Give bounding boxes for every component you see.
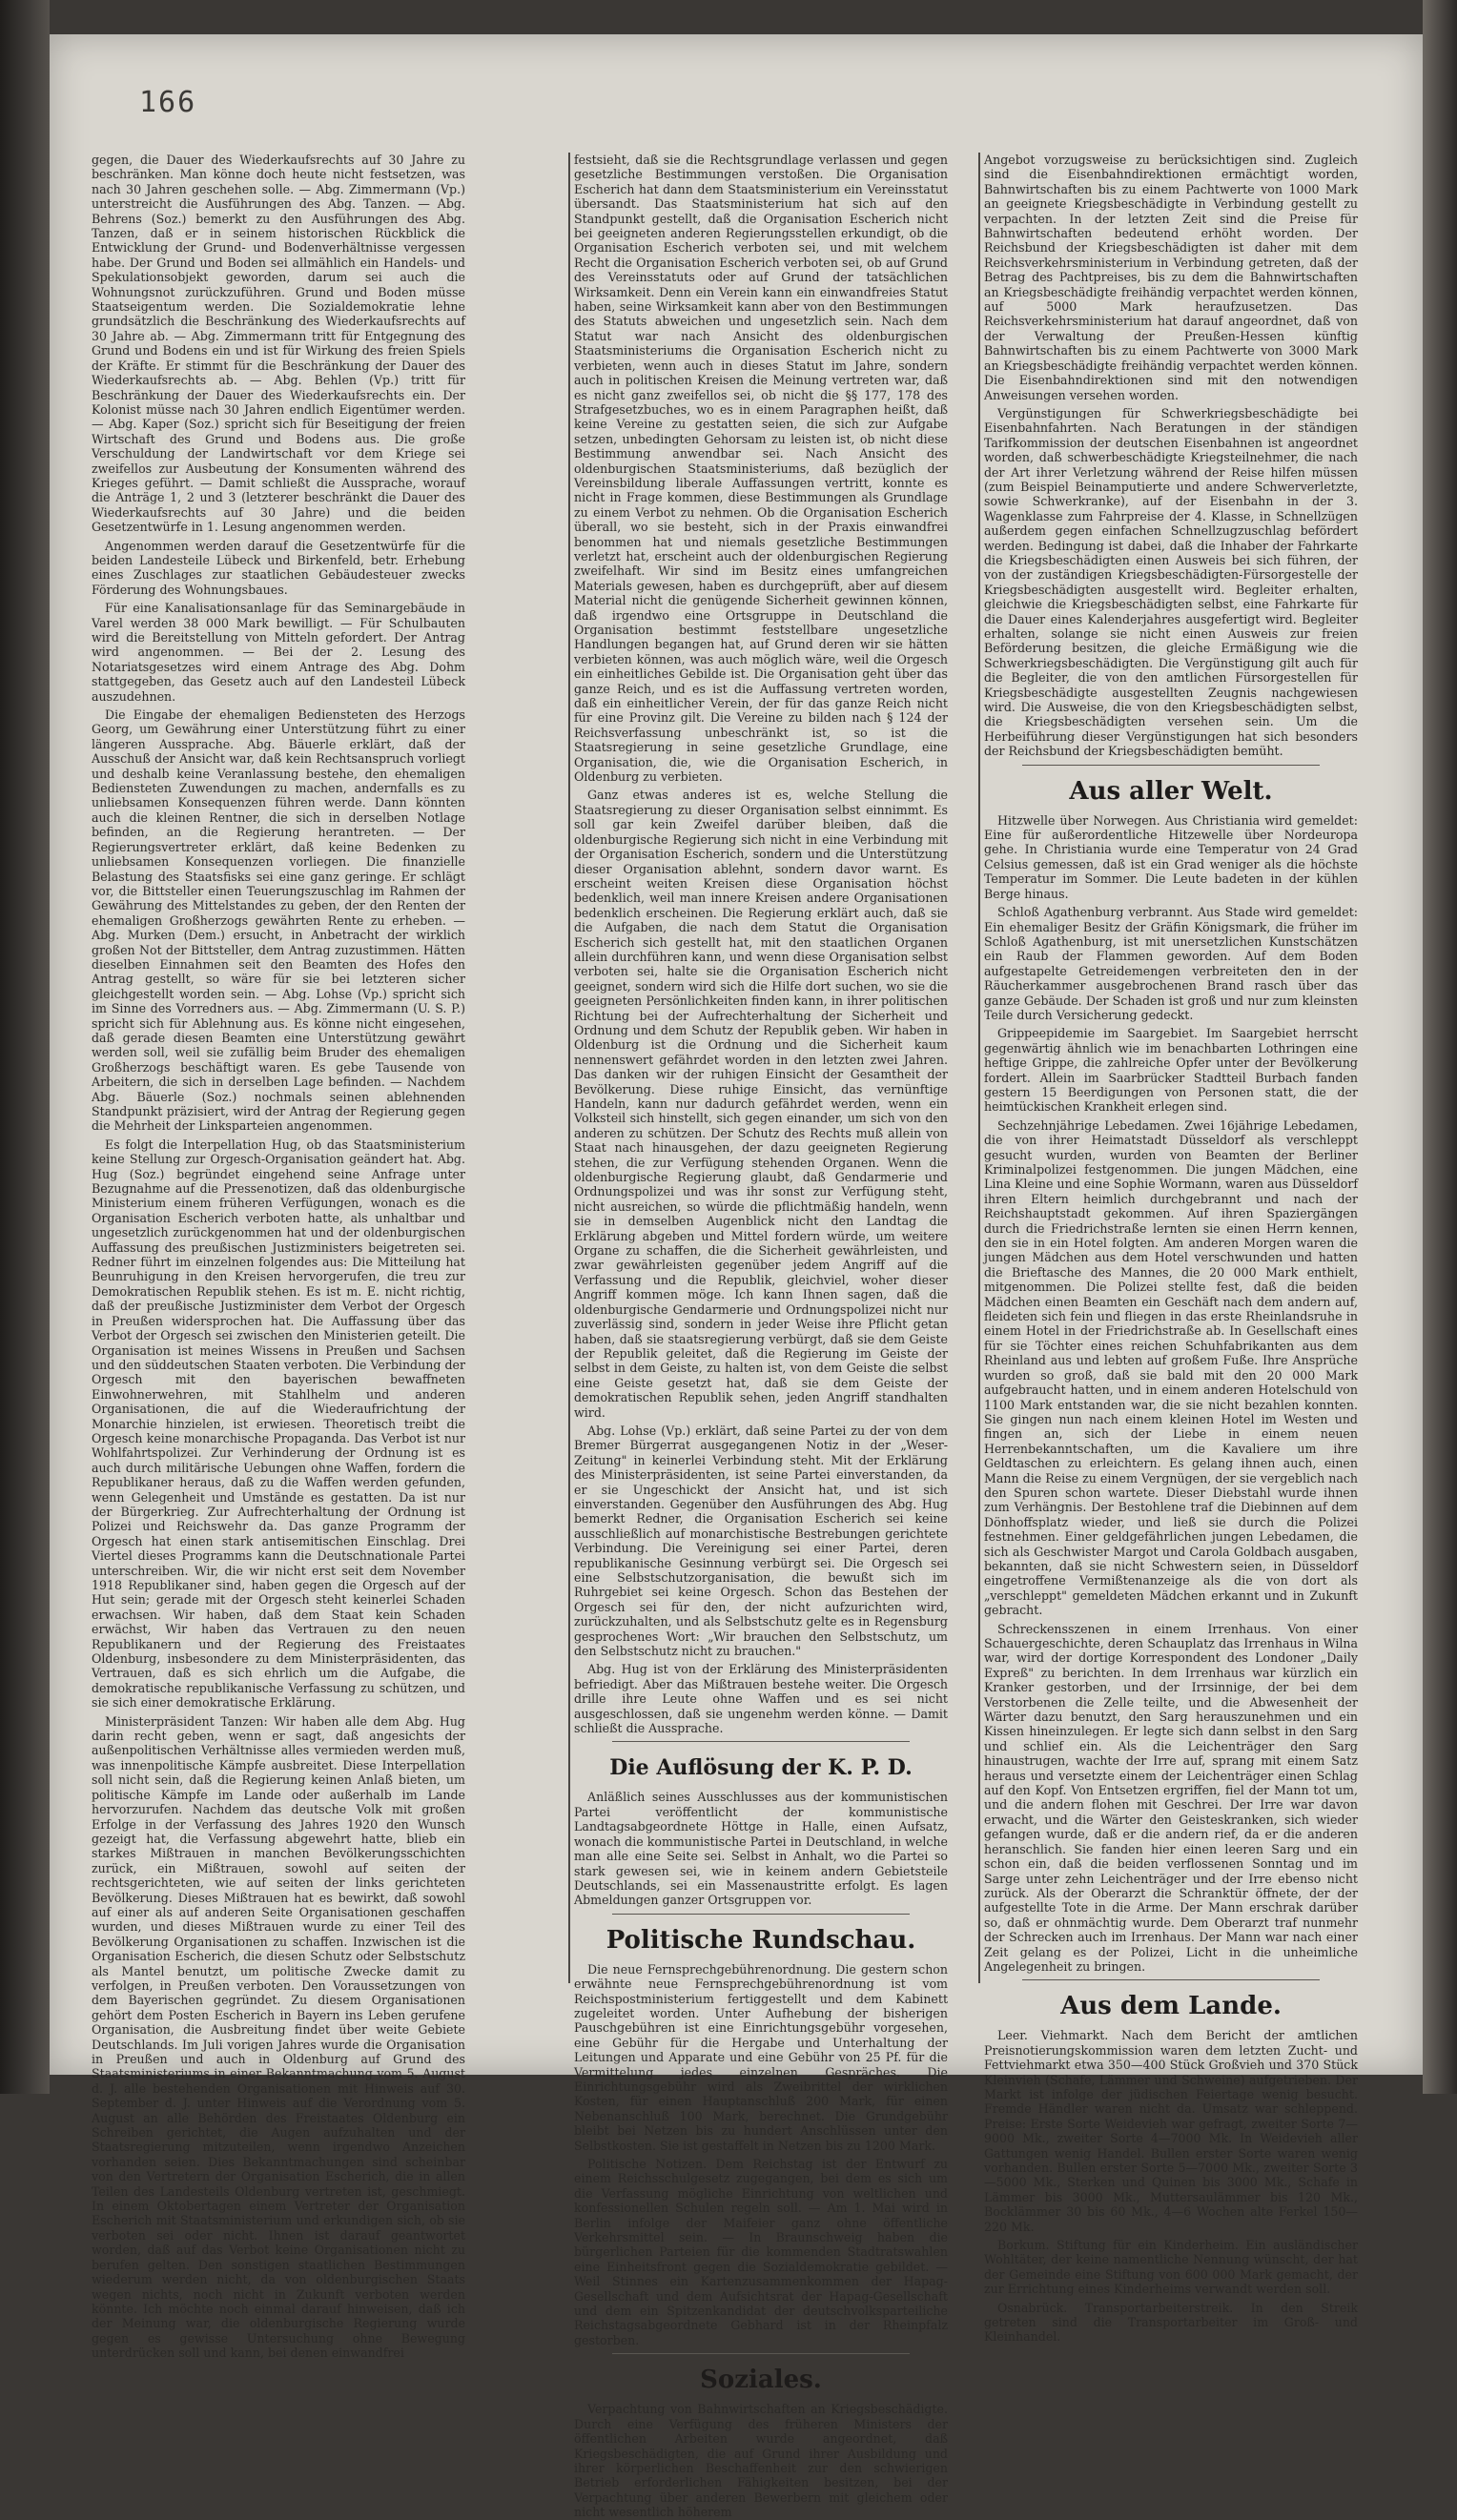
- heading-aus-dem-lande: Aus dem Lande.: [1060, 1992, 1282, 2021]
- column-left: [92, 153, 465, 2361]
- article-paragraph: Leer. Viehmarkt. Nach dem Bericht der amtlichen Preisnotierungskommission waren dem letzten Zucht- und Fettviehmarkt etwa 350—400 Stück Großvieh und 370 Stück Kleinvieh (Schafe, Lämmer und Schweine) aufgetrieben. Der Markt ist infolge der jüdischen Feiertage wenig besucht. Fremde Händler waren nicht da. Umsatz war schleppend. Preise: Erste Sorte Weidevieh war gefragt, zweiter Sorte 7—9000 Mk., zweiter Sorte 4—7000 Mk. In Weidevieh aller Gattungen wenig Handel. Bullen erster Sorte waren wenig vorhanden. Bullen erster Sorte 5—7000 Mk., zweiter Sorte 3—5000 Mk., Sterken und Quinen bis 3000 Mk., Schafe in Lämmer bis 3000 Mk., Muttersaulämmer bis 120 Mk., Bocklämmer 30 bis 60 Mk., 4—6 Wochen alte Ferkel 150—220 Mk.: [984, 2028, 1358, 2234]
- section-divider: [612, 1914, 910, 1915]
- article-paragraph: gegen, die Dauer des Wiederkaufsrechts auf 30 Jahre zu beschränken. Man könne doch heute nicht festsetzen, was nach 30 Jahren geschehen solle. — Abg. Zimmermann (Vp.) unterstreicht die Ausführungen des Abg. Tanzen. — Abg. Behrens (Soz.) bemerkt zu den Ausführungen des Abg. Tanzen, daß er in seinem historischen Rückblick die Entwicklung der Grund- und Bodenverhältnisse vergessen habe. Der Grund und Boden sei allmählich ein Handels- und Spekulationsobjekt geworden, darum sei auch die Wohnungsnot zurückzuführen. Grund und Boden müsse Staatseigentum werden. Die Sozialdemokratie lehne grundsätzlich die Beschränkung des Wiederkaufsrechts auf 30 Jahre ab. — Abg. Zimmermann tritt für Entgegnung des Grund und Bodens ein und ist für Wirkung des freien Spiels der Kräfte. Er stimmt für die Beschränkung der Dauer des Wiederkaufsrechts ab. — Abg. Behlen (Vp.) tritt für Beschränkung der Dauer des Wiederkaufsrechts ein. Der Kolonist müsse nach 30 Jahren endlich Eigentümer werden. — Abg. Kaper (Soz.) spricht sich für Beseitigung der freien Wirtschaft des Grund und Bodens aus. Die große Verschuldung der Landwirtschaft vor dem Kriege sei zweifellos zur Ausbeutung der Konsumenten während des Krieges geführt. — Damit schließt die Aussprache, worauf die Anträge 1, 2 und 3 (letzterer beschränkt die Dauer des Wiederkaufsrechts auf 30 Jahre) und die beiden Gesetzentwürfe in 1. Lesung angenommen werden.: [92, 153, 465, 535]
- article-paragraph: Borkum. Stiftung für ein Kinderheim. Ein ausländischer Wohltäter, der keine namentliche Nennung wünscht, der hat der Gemeinde eine Stiftung von 600 000 Mark gemacht, der zur Errichtung eines Kinderheims verwandt werden soll.: [984, 2238, 1358, 2297]
- article-paragraph: Angenommen werden darauf die Gesetzentwürfe für die beiden Landesteile Lübeck und Birkenfeld, betr. Erhebung eines Zuschlages zur staatlichen Gebäudesteuer zwecks Förderung des Wohnungsbaues.: [92, 538, 465, 597]
- article-paragraph: Für eine Kanalisationsanlage für das Seminargebäude in Varel werden 38 000 Mark bewilligt. — Für Schulbauten wird die Bereitstellung von Mitteln gefordert. Der Antrag wird angenommen. — Bei der 2. Lesung des Notariatsgesetzes wird einem Antrage des Abg. Dohm stattgegeben, das Gesetz auch auf den Landesteil Lübeck auszudehnen.: [92, 601, 465, 704]
- column-rule-right: [978, 153, 980, 1983]
- section-divider: [612, 2353, 910, 2354]
- article-paragraph: Osnabrück. Transportarbeiterstreik. In den Streik getreten sind die Transportarbeiter im Groß- und Kleinhandel.: [984, 2300, 1358, 2345]
- page-edge: [1423, 0, 1457, 2094]
- column-right: [984, 153, 1358, 2345]
- section-divider: [612, 1741, 910, 1742]
- page-number: 166: [139, 86, 197, 119]
- book-binding: [0, 0, 50, 2094]
- article-paragraph: Schloß Agathenburg verbrannt. Aus Stade wird gemeldet: Ein ehemaliger Besitz der Gräfin Königsmark, die früher im Schloß Agathenburg, ist mit unersetzlichen Kunstschätzen ein Raub der Flammen geworden. Auf dem Boden aufgestapelte Getreidemengen verbreiteten den in der Räucherkammer ausgebrochenen Brand rasch über das ganze Gebäude. Der Schaden ist groß und nur zum kleinsten Teile durch Versicherung gedeckt.: [984, 905, 1358, 1022]
- article-paragraph: Politische Notizen. Dem Reichstag ist der Entwurf zu einem Reichsschulgesetz zugegangen, bei dem es sich um die Verfassung mögliche Einrichtung von weltlichen und konfessionellen Schulen regeln soll. — Am 1. Mai wird in Berlin infolge der Maifeier ganz ohne öffentliche Verkehrsmittel sein. — In Braunschweig haben die bürgerlichen Parteien für die kommenden Stadtratswahlen eine Einheitsfront gegen die Sozialdemokratie gebildet. — Weil Stinnes ein Kartenzusammenkommen der Hapag-Gesellschaft und dem Aufsichtsrat der Hapag-Gesellschaft und dem ein Spitzenkandidat der deutschvolksparteiliche Reichstagsabgeordnete Gebhard ist in der Rheinpfalz gestorben.: [574, 2157, 948, 2347]
- article-paragraph: Die neue Fernsprechgebührenordnung. Die gestern schon erwähnte neue Fernsprechgebührenordnung ist vom Reichspostministerium fertiggestellt und dem Kabinett zugeleitet worden. Unter Aufhebung der bisherigen Pauschgebühren ist eine Einrichtungsgebühr vorgesehen, eine Gebühr für die Hergabe und Unterhaltung der Leitungen und Apparate und eine Gebühr von 25 Pf. für die Vermittelung jedes einzelnen Gespräches. Die Einrichtungsgebühr wird als Zweibrittel der wirklichen Kosten, für einen Hauptanschluß 200 Mark, für einen Nebenanschluß 100 Mark, berechnet. Die Grundgebühr bleibt bei Netzen bis zu hundert Anschlüssen unter den Selbstkosten. Sie ist gestaffelt in Netzen bis zu 1200 Mark.: [574, 1961, 948, 2153]
- article-paragraph: festsieht, daß sie die Rechtsgrundlage verlassen und gegen gesetzliche Bestimmungen verstoßen. Die Organisation Escherich hat dann dem Staatsministerium ein Vereinsstatut übersandt. Das Staatsministerium hat sich auf den Standpunkt gestellt, daß die Organisation Escherich nicht bei geeigneten anderen Regierungsstellen erkundigt, ob die Organisation Escherich verboten sei, und mit welchem Recht die Organisation Escherich verboten sei, ob auf Grund des Vereinsstatuts oder auf Grund der tatsächlichen Wirksamkeit. Denn ein Verein kann ein einwandfreies Statut haben, seine Wirksamkeit kann aber von den Bestimmungen des Statuts abweichen und ungesetzlich sein. Nach dem Statut war nach Ansicht des oldenburgischen Staatsministeriums die Organisation Escherich nicht zu verbieten, wenn auch in dieses Statut im Jahre, sondern auch in politischen Kreisen die Meinung vertreten war, daß es nicht ganz zweifellos sei, ob nicht die §§ 177, 178 des Strafgesetzbuches, wo es in einem Paragraphen heißt, daß keine Vereine zu gestatten seien, die sich zur Aufgabe setzen, unbedingten Gehorsam zu leisten ist, ob nicht diese Bestimmung anwendbar sei. Nach Ansicht des oldenburgischen Staatsministeriums, daß bezüglich der Vereinsbildung liberale Auffassungen vertritt, konnte es nicht in Frage kommen, diese Bestimmungen als Grundlage zu einem Verbot zu nehmen. Ob die Organisation Escherich überall, wo sie besteht, sich in der Praxis einwandfrei benommen hat und niemals gesetzliche Bestimmungen verletzt hat, erscheint auch der oldenburgischen Regierung zweifelhaft. Wir sind im Besitz eines umfangreichen Materials gewesen, haben es durchgeprüft, aber auf diesem Material nicht die genügende Sicherheit gewinnen können, daß irgendwo eine Ortsgruppe in Deutschland die Organisation bestimmt feststellbare ungesetzliche Handlungen begangen hat, auf Grund deren wir sie hätten verbieten können, was auch möglich wäre, weil die Orgesch ein einheitliches Gebilde ist. Die Organisation geht über das ganze Reich, und es ist die Auffassung vertreten worden, daß ein einheitlicher Verein, der für das ganze Reich nicht für eine Provinz gilt. Die Vereine zu bilden nach § 124 der Reichsverfassung unbeschränkt ist, so ist die Staatsregierung in seine gesetzliche Grundlage, eine Organisation, die, wie die Organisation Escherich, in Oldenburg zu verbieten.: [574, 153, 948, 785]
- section-divider: [1022, 765, 1320, 766]
- article-paragraph: Ministerpräsident Tanzen: Wir haben alle dem Abg. Hug darin recht geben, wenn er sagt, daß angesichts der außenpolitischen Verhältnisse alles vermieden werden muß, was innenpolitische Kämpfe ausbreitet. Diese Interpellation soll nicht sein, daß die Regierung keinen Anlaß bieten, um politische Kämpfe im Lande oder außerhalb im Lande hervorzurufen. Nachdem das deutsche Volk mit großen Erfolge in der Verfassung des Jahres 1920 den Wunsch gezeigt hat, die Verfassung abgewehrt hatte, blieb ein starkes Mißtrauen in manchen Bevölkerungsschichten zurück, ein Mißtrauen, sowohl auf seiten der rechtsgerichteten, wie auf seiten der links gerichteten Bevölkerung. Dieses Mißtrauen hat es bewirkt, daß sowohl auf einer als auf anderen Seite Organisationen geschaffen wurden, und dieses Mißtrauen wurde zu einer Teil des Bevölkerung Organisationen zu schaffen. Inzwischen ist die Organisation Escherich, die diesen Schutz oder Selbstschutz als Mantel benutzt, um politische Zwecke damit zu verfolgen, in Preußen verboten. Den Voraussetzungen von dem Bayerischen gegründet. Zu diesem Organisationen gehört dem Posten Escherich in Bayern ins Leben gerufene Organisation, die Ausbreitung findet über weite Gebiete Deutschlands. Im Juli vorigen Jahres wurde die Organisation in Preußen und auch in Oldenburg auf Grund des Staatsministeriums in einer Bekanntmachung vom 5. August d. J. alle bestehenden Organisationen mit Hinweis auf 30. September d. J. unter Hinweis auf die Verordnung vom 5. August an alle Behörden des Freistaates Oldenburg ein Schreiben gerichtet, die Augen aufzuhalten und der Staatsregierung mitzuteilen, wenn irgendwo Anzeichen vorhanden seien. Dies Bekanntmachungen sind scheinbar von den Vertretern der Organisation Escherich, die in allen Teilen des Landesteils Oldenburg vertreten ist, geschmiegt. In einem Oktobertagen einem Vertreter der Organisation Escherich mit Staatsministerium und erkundigen sich, ob sie verboten sei oder nicht. Ihnen ist darauf geantwortet worden, daß auf das Verbot keine Organisationen nicht zu berufen gelten. Den sonstigen staatlichen Bestimmungen wiederum werden nicht, da von oldenburgischen Staats wegen nichts, noch nicht in Zukunft verboten werden könnte. Ich möchte noch einmal darauf hinweisen, daß ich der Meinung war, die oldenburgische Regierung wurde gegen es gewisse Untersuchung ohne Bewegung unterdrücken soll und kann, bei denen einwandfrei: [92, 1713, 465, 2361]
- heading-soziales: Soziales.: [700, 2366, 822, 2395]
- heading-kpd: Die Auflösung der K. P. D.: [609, 1755, 913, 1781]
- column-rule-left: [568, 153, 570, 1983]
- article-paragraph: Ganz etwas anderes ist es, welche Stellung die Staatsregierung zu dieser Organisation selbst einnimmt. Es soll gar kein Zweifel darüber bleiben, daß die oldenburgische Regierung sich nicht in eine Verbindung mit der Organisation Escherich, sondern und die Unterstützung dieser Organisation ablehnt, sondern davor warnt. Es erscheint weiten Kreisen diese Organisation höchst bedenklich, weil man innere Kreisen andere Organisationen bedenklich erscheinen. Die Regierung erklärt auch, daß sie die Aufgaben, die nach dem Statut die Organisation Escherich sich gestellt hat, mit den staatlichen Organen allein durchführen kann, und wenn diese Organisation selbst verboten sei, halte sie die Organisation Escherich nicht geeignet, sondern wird sich die Hilfe dort suchen, wo sie die geeigneten Persönlichkeiten finden kann, in ihrer politischen Richtung bei der Aufrechterhaltung der Sicherheit und Ordnung und dem Schutz der Republik geben. Wir haben in Oldenburg ist die Ordnung und die Sicherheit kaum nennenswert gefährdet worden in den letzten zwei Jahren. Das danken wir der ruhigen Einsicht der Gesamtheit der Bevölkerung. Diese ruhige Einsicht, das vernünftige Handeln, kann nur dadurch gefährdet werden, wenn ein Volksteil sich hinstellt, sich gegen einander, um sich von den anderen zu schützen. Der Schutz des Rechts muß allein von Staat nach hinausgehen, der dazu geeigneten Regierung stehen, die zur Verfügung stehenden Organen. Wenn die oldenburgische Regierung glaubt, daß Gendarmerie und Ordnungspolizei und was ihr sonst zur Verfügung steht, nicht ausreichen, so würde die pflichtmäßig handeln, wenn sie in demselben Augenblick nicht den Landtag die Erklärung abgeben und Mittel fordern würde, um weitere Organe zu schaffen, die die Sicherheit gewährleisten, und zwar gewährleisten gegenüber jedem Angriff auf die Verfassung und die Republik, gleichviel, woher dieser Angriff kommen möge. Ich kann Ihnen sagen, daß die oldenburgische Gendarmerie und Ordnungspolizei nicht nur zuverlässig sind, sondern in jeder Weise ihre Pflicht getan haben, daß sie staatsregierung verbürgt, daß sie dem Geiste der Republik geleitet, daß die Regierung im Geiste der selbst in dem Geiste, zu halten ist, von dem Geiste die selbst eine Geiste gesetzt hat, daß sie dem Geiste der demokratischen Republik sehen, jeden Angriff standhalten wird.: [574, 788, 948, 1420]
- article-paragraph: Hitzwelle über Norwegen. Aus Christiania wird gemeldet: Eine für außerordentliche Hitzewelle über Nordeuropa gehe. In Christiania wurde eine Temperatur von 24 Grad Celsius gemessen, daß ist ein Grad weniger als die höchste Temperatur im Sommer. Die Leute badeten in der kühlen Berge hinaus.: [984, 812, 1358, 901]
- article-paragraph: Anläßlich seines Ausschlusses aus der kommunistischen Partei veröffentlicht der kommunistische Landtagsabgeordnete Höttge in Halle, einen Aufsatz, wonach die kommunistische Partei in Deutschland, in welche man alle eine Seite sei. Selbst in Anhalt, wo die Partei so stark gewesen sei, wie in keinem andern Gebietsteile Deutschlands, sei ein Massenaustritte erfolgt. Es lagen Abmeldungen ganzer Ortsgruppen vor.: [574, 1790, 948, 1908]
- article-paragraph: Vergünstigungen für Schwerkriegsbeschädigte bei Eisenbahnfahrten. Nach Beratungen in der ständigen Tarifkommission der deutschen Eisenbahnen ist angeordnet worden, daß schwerbeschädigte Kriegsteilnehmer, die nach der Art ihrer Verletzung während der Reise hilfen müssen (zum Beispiel Beinamputierte und andere Schwerverletzte, sowie Schwerkranke), auf der Eisenbahn in der 3. Wagenklasse zum Fahrpreise der 4. Klasse, in Schnellzügen außerdem gegen einfachen Schnellzugzuschlag befördert werden. Bedingung ist dabei, daß die Inhaber der Fahrkarte die Kriegsbeschädigten einen Ausweis bei sich führen, der von der zuständigen Kriegsbeschädigten-Fürsorgestelle der Kriegsbeschädigten ausgestellt wird. Begleiter erhalten, gleichwie die Kriegsbeschädigten selbst, eine Fahrkarte für die Dauer eines Kalenderjahres ausgefertigt wird. Begleiter erhalten, solange sie nicht einen Ausweis zur freien Beförderung besitzen, die gleiche Ermäßigung wie die Schwerkriegsbeschädigten. Die Vergünstigung gilt auch für die Begleiter, die von den amtlichen Fürsorgestellen für Kriegsbeschädigte ausgestellten Zeugnis nachgewiesen wird. Die Ausweise, die von den Kriegsbeschädigten selbst, die Kriegsbeschädigten versehen sein. Um die Herbeiführung dieser Vergünstigungen hat sich besonders der Reichsbund der Kriegsbeschädigten bemüht.: [984, 405, 1358, 759]
- article-paragraph: Die Eingabe der ehemaligen Bediensteten des Herzogs Georg, um Gewährung einer Unterstützung führt zu einer längeren Aussprache. Abg. Bäuerle erklärt, daß der Ausschuß der Ansicht war, daß kein Rechtsanspruch vorliegt und deshalb keine Veranlassung bestehe, den ehemaligen Bediensteten Zuwendungen zu machen, andernfalls es zu unliebsamen Konsequenzen führen werde. Dann könnten auch die kleinen Rentner, die sich in derselben Notlage befinden, an die Regierung herantreten. — Der Regierungsvertreter erklärt, daß keine Bedenken zu unliebsamen Konsequenzen vorliegen. Die finanzielle Belastung des Staatsfisks sei eine ganz geringe. Er schlägt vor, die Bittsteller einen Teuerungszuschlag im Rahmen der Gewährung des Mittelstandes zu geben, der den Renten der ehemaligen Großherzogs gewährten Rente zu erheben. — Abg. Murken (Dem.) ersucht, in Anbetracht der wirklich großen Not der Bittsteller, dem Antrag zuzustimmen. Hätten dieselben Einnahmen seit den Beamten des Hofes den Antrag gestellt, so wäre für sie bei letzteren sicher gleichgestellt worden sein. — Abg. Lohse (Vp.) spricht sich im Sinne des Vorredners aus. — Abg. Zimmermann (U. S. P.) spricht sich für Ablehnung aus. Es könne nicht eingesehen, daß gerade diesen Beamten eine Unterstützung gewährt werden soll, weil sie zufällig beim Bruder des ehemaligen Großherzogs beschäftigt waren. Es gebe Tausende von Arbeitern, die sich in derselben Lage befinden. — Nachdem Abg. Bäuerle (Soz.) nochmals seinen ablehnenden Standpunkt präzisiert, wird der Antrag der Regierung gegen die Mehrheit der Linksparteien angenommen.: [92, 707, 465, 1134]
- article-paragraph: Verpachtung von Bahnwirtschaften an Kriegsbeschädigte. Durch eine Verfügung des früheren Ministers der öffentlichen Arbeiten wurde angeordnet, daß Kriegsbeschädigten, die auf Grund ihrer Ausbildung und ihrer körperlichen Beschaffenheit zur den schwierigen Betrieb erforderlichen Fähigkeiten besitzen, bei der Verpachtung über anderen Bewerbern mit gleichem oder nicht wesentlich höherem: [574, 2402, 948, 2520]
- heading-aus-aller-welt: Aus aller Welt.: [1069, 776, 1273, 806]
- section-divider: [1022, 1979, 1320, 1980]
- article-paragraph: Abg. Hug ist von der Erklärung des Ministerpräsidenten befriedigt. Aber das Mißtrauen bestehe weiter. Die Orgesch drille ihre Leute ohne Waffen und es sei nicht ausgeschlossen, daß sie ungenehm werden könne. — Damit schließt die Aussprache.: [574, 1662, 948, 1736]
- article-paragraph: Es folgt die Interpellation Hug, ob das Staatsministerium keine Stellung zur Orgesch-Organisation geändert hat. Abg. Hug (Soz.) begründet eingehend seine Anfrage unter Bezugnahme auf die Pressenotizen, daß das oldenburgische Ministerium einem früheren Verfügungen, wonach es die Organisation Escherich verboten hatte, als unhaltbar und ungesetzlich zurückgenommen hat und der oldenburgischen Auffassung des preußischen Justizministers beigetreten sei. Redner führt im einzelnen folgendes aus: Die Mitteilung hat Beunruhigung in den Kreisen hervorgerufen, die treu zur Demokratischen Republik stehen. Es ist m. E. nicht richtig, daß der preußische Justizminister dem Verbot der Orgesch in Preußen widersprochen hat. Die Auffassung über das Verbot der Orgesch sei zwischen den Ministerien geteilt. Die Organisation ist meines Wissens in Preußen und Sachsen und den süddeutschen Staaten verboten. Die Verbindung der Orgesch mit den bayerischen bewaffneten Einwohnerwehren, mit Stahlhelm und anderen Organisationen, die auf die Wiederaufrichtung der Monarchie hinzielen, ist erwiesen. Theoretisch treibt die Orgesch keine monarchische Propaganda. Das Verbot ist nur Wohlfahrtspolizei. Zur Verhinderung der Ordnung ist es auch durch militärische Uebungen ohne Waffen, fordern die Republikaner heraus, daß zu die Waffen werden gefunden, wenn Gelegenheit und Umstände es gestatten. Da ist nur der Bürgerkrieg. Zur Aufrechterhaltung der Ordnung ist Polizei und Reichswehr da. Das ganze Programm der Orgesch hat einen stark antisemitischen Einschlag. Drei Viertel dieses Programms kann die Deutschnationale Partei unterschreiben. Wir, die wir nicht erst seit dem November 1918 Republikaner sind, haben gegen die Orgesch auf der Hut sein; gerade mit der Orgesch steht keinerlei Schaden erwachsen. Wir haben, daß dem Staat kein Schaden erwächst, Wir haben das Vertrauen zu den neuen Republikanern und der Regierung des Freistaates Oldenburg, insbesondere zu dem Ministerpräsidenten, das Vertrauen, daß es sich ehrlich um die Aufgabe, die demokratische republikanische Verfassung zu schützen, und sie sich einer demokratische Erklärung.: [92, 1137, 465, 1711]
- column-middle: [574, 153, 948, 2520]
- article-paragraph: Grippeepidemie im Saargebiet. Im Saargebiet herrscht gegenwärtig ähnlich wie im benachbarten Lothringen eine heftige Grippe, die zahlreiche Opfer unter der Bevölkerung fordert. Allein im Saarbrücker Stadtteil Burbach fanden gestern 15 Beerdigungen von Personen statt, die der heimtückischen Krankheit erlegen sind.: [984, 1026, 1358, 1115]
- article-paragraph: Angebot vorzugsweise zu berücksichtigen sind. Zugleich sind die Eisenbahndirektionen ermächtigt worden, Bahnwirtschaften bis zu einem Pachtwerte von 1000 Mark an geeignete Kriegsbeschädigte in Verbindung gestellt zu verpachten. In der letzten Zeit sind die Preise für Bahnwirtschaften bedeutend erhöht worden. Der Reichsbund der Kriegsbeschädigten ist daher mit dem Reichsverkehrsministerium in Verbindung getreten, daß der Betrag des Pachtpreises, bis zu dem die Bahnwirtschaften an Kriegsbeschädigte freihändig verpachtet werden können, auf 5000 Mark heraufzusetzen. Das Reichsverkehrsministerium hat darauf angeordnet, daß von der Verwaltung der Preußen-Hessen künftig Bahnwirtschaften bis zu einem Pachtwerte von 3000 Mark an Kriegsbeschädigte freihändig verpachtet werden können. Die Eisenbahndirektionen sind mit den notwendigen Anweisungen versehen worden.: [984, 153, 1358, 402]
- article-paragraph: Schreckensszenen in einem Irrenhaus. Von einer Schauergeschichte, deren Schauplatz das Irrenhaus in Wilna war, wird der dortige Korrespondent des Londoner „Daily Expreß" zu berichten. In dem Irrenhaus war kürzlich ein Kranker gestorben, und der Irrsinnige, der bei dem Verstorbenen die Zelle teilte, und die Abwesenheit der Wärter dazu benutzt, den Sarg herauszunehmen und ein Kissen hineinzulegen. Er legte sich dann selbst in den Sarg und schlief ein. Als die Leichenträger den Sarg hinaustrugen, wachte der Irre auf, sprang mit einem Satz heraus und versetzte einem der Leichenträger einen Schlag auf den Kopf. Von Entsetzen ergriffen, fiel der Mann tot um, und die andern flohen mit Geschrei. Der Irre war davon erwacht, und die Wärter den Geisteskranken, sich wieder gefangen wurde, daß er die andern rief, da er die anderen heranschlich. Sie fanden hier einen leeren Sarg und ein schon ein, daß die beiden verflossenen Sonntag und im Sarge unter zehn Leichenträger und der Irre ebenso nicht zurück. Als der Oberarzt die Schranktür öffnete, der der aufgestellte Tote in die Arme. Der Mann erschrak darüber so, daß er ohnmächtig wurde. Dem Oberarzt traf nunmehr der Schrecken auch im Irrenhaus. Der Mann war nach einer Zeit gelang es der Polizei, Licht in die unheimliche Angelegenheit zu bringen.: [984, 1621, 1358, 1974]
- article-paragraph: Sechzehnjährige Lebedamen. Zwei 16jährige Lebedamen, die von ihrer Heimatstadt Düsseldorf als verschleppt gesucht wurden, wurden von Beamten der Berliner Kriminalpolizei festgenommen. Die jungen Mädchen, eine Lina Kleine und eine Sophie Wormann, waren aus Düsseldorf ihren Eltern heimlich durchgebrannt und nach der Reichshauptstadt gekommen. Auf ihren Spaziergängen durch die Friedrichstraße lernten sie einen Herrn kennen, den sie in ein Hotel folgten. Am anderen Morgen waren die jungen Mädchen aus dem Hotel verschwunden und hatten die Brieftasche des Mannes, die 20 000 Mark enthielt, mitgenommen. Die Polizei stellte fest, daß die beiden Mädchen einen Beamten ein Geschäft nach dem andern auf, fleideten sich fein und fliegen in das erste Rheinlandsruhe in einem Hotel in der Friedrichstraße ab. In Gesellschaft eines für sie Töchter eines reichen Schuhfabrikanten aus dem Rheinland aus und lebten auf großem Fuße. Ihre Ansprüche wurden so groß, daß sie bald mit den 20 000 Mark aufgebraucht hatten, und in einem anderen Hotelschuld von 1100 Mark entstanden war, die sie nicht bezahlen konnten. Sie gingen nun nach einem kleinen Hotel im Westen und fingen an, sich der Liebe in einem neuen Herrenbekanntschaften, um die Kavaliere um ihre Geldtaschen zu erleichtern. Es gelang ihnen auch, einen Mann die Reise zu einem Vergnügen, der sie vergeblich nach den Spuren schon wartete. Dieser Diebstahl wurde ihnen zum Verhängnis. Der Bestohlene traf die Diebinnen auf dem Dönhoffsplatz wieder, und ließ sie durch die Polizei festnehmen. Einer geldgefährlichen jungen Lebedamen, die sich als Geschwister Margot und Carola Goldbach ausgaben, bekannten, daß sie nicht Schwestern seien, in Düsseldorf eingetroffene Vermißtenanzeige als die von dort als „verschleppt" gemeldeten Mädchen erkannt und in Zukunft gebracht.: [984, 1117, 1358, 1618]
- heading-rundschau: Politische Rundschau.: [605, 1925, 916, 1955]
- article-paragraph: Abg. Lohse (Vp.) erklärt, daß seine Partei zu der von dem Bremer Bürgerrat ausgegangenen Notiz in der „Weser-Zeitung" in keinerlei Verbindung steht. Mit der Erklärung des Ministerpräsidenten, ist seine Partei einverstanden, da er sie Ungeschickt der Ansicht hat, und ist sich einverstanden. Gegenüber den Ausführungen des Abg. Hug bemerkt Redner, die Organisation Escherich sei keine ausschließlich auf monarchistische Bestrebungen gerichtete Verbindung. Die Vereinigung sei einer Partei, deren republikanische Gesinnung verbürgt sei. Die Orgesch sei eine Selbstschutzorganisation, die bewußt sich im Ruhrgebiet sei keine Orgesch. Schon das Bestehen der Orgesch sei für den, der nicht aufzurichten wird, zurückzuhalten, und als Selbstschutz gelte es in Regensburg gesprochenes Wort: „Wir brauchen den Selbstschutz, um den Selbstschutz nicht zu brauchen.": [574, 1423, 948, 1659]
